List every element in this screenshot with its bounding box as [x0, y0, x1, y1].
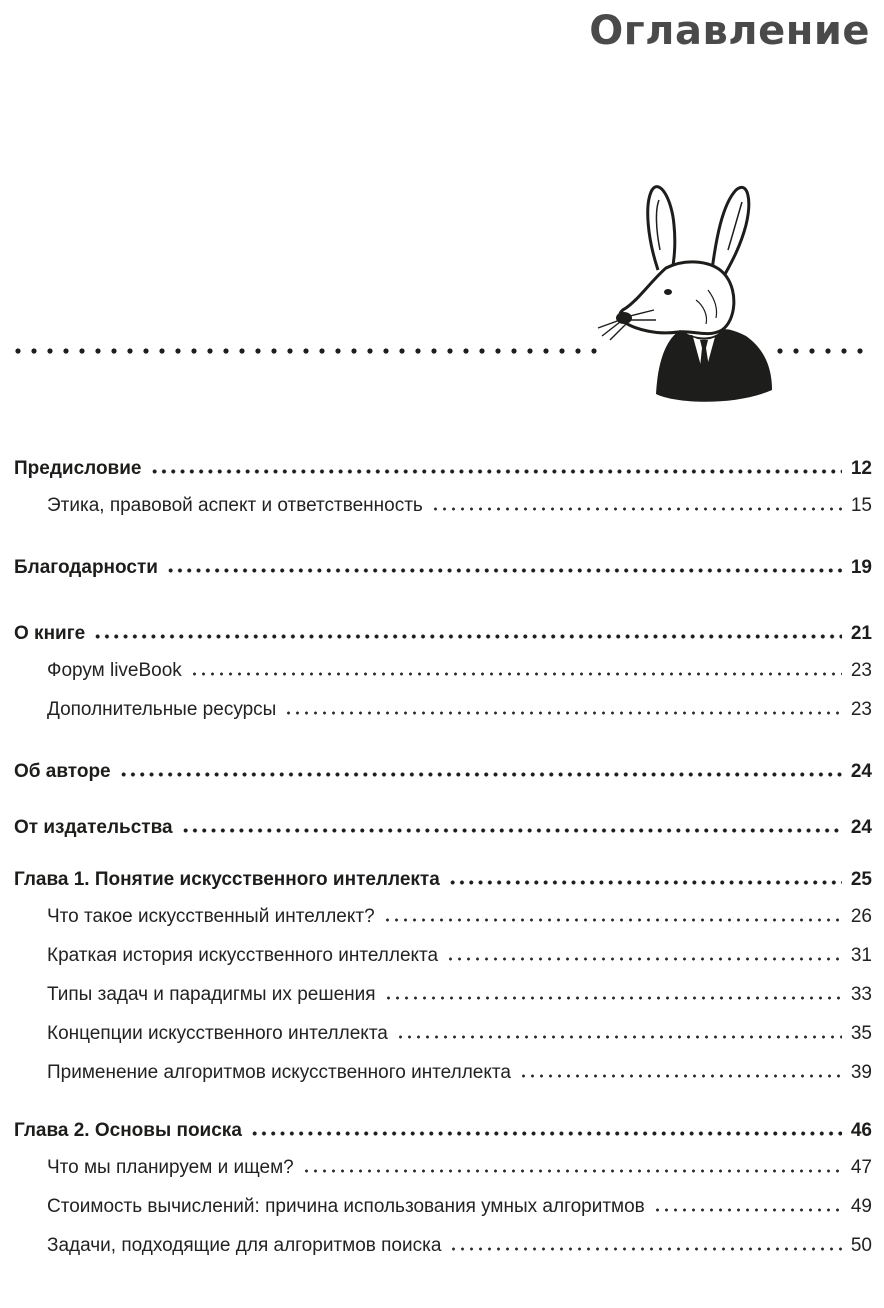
dot-leader — [384, 996, 842, 1000]
toc-entry-page: 50 — [850, 1235, 872, 1256]
toc-entry-page: 49 — [850, 1196, 872, 1217]
toc-entry-ethics[interactable] — [14, 486, 872, 525]
dot-leader — [446, 957, 842, 961]
toc-entry-acknowledgements[interactable] — [14, 551, 872, 585]
toc-entry-page: 39 — [850, 1062, 872, 1083]
toc-entry-title: Типы задач и парадигмы их решения — [47, 984, 376, 1005]
toc-entry-page: 21 — [850, 623, 872, 644]
toc-entry-title: Дополнительные ресурсы — [47, 699, 277, 720]
toc-entry-page: 47 — [850, 1157, 872, 1178]
dot-leader — [166, 568, 842, 573]
toc-entry-computation-cost[interactable] — [14, 1187, 872, 1226]
dot-leader — [448, 880, 842, 885]
toc-entry-page: 23 — [850, 699, 872, 720]
toc-entry-page: 35 — [850, 1023, 872, 1044]
toc-entry-page: 12 — [850, 458, 872, 479]
dot-leader — [431, 507, 842, 511]
rabbit-illustration — [596, 180, 776, 410]
toc-entry-title: Форум liveBook — [47, 660, 182, 681]
toc-entry-page: 26 — [850, 906, 872, 927]
toc-entry-page: 31 — [850, 945, 872, 966]
table-of-contents — [14, 452, 872, 1265]
page-title: Оглавление — [589, 8, 870, 54]
toc-entry-ai-applications[interactable] — [14, 1053, 872, 1092]
dot-leader — [181, 828, 842, 833]
toc-entry-title: О книге — [14, 623, 86, 644]
toc-entry-about-author[interactable] — [14, 755, 872, 789]
dot-leader — [302, 1169, 842, 1173]
toc-entry-title: Краткая история искусственного интеллекта — [47, 945, 439, 966]
dot-leader — [383, 918, 842, 922]
toc-entry-task-types[interactable] — [14, 975, 872, 1014]
toc-entry-title: Этика, правовой аспект и ответственность — [47, 495, 423, 516]
dot-leader — [519, 1074, 842, 1078]
dot-leader — [250, 1131, 842, 1136]
toc-entry-title: Стоимость вычислений: причина использования умных алгоритмов — [47, 1196, 645, 1217]
dot-leader — [449, 1247, 842, 1251]
dot-leader — [190, 672, 842, 676]
toc-entry-title: Предисловие — [14, 458, 142, 479]
dot-leader — [93, 634, 842, 639]
toc-entry-page: 33 — [850, 984, 872, 1005]
toc-entry-page: 19 — [850, 557, 872, 578]
dot-leader — [150, 469, 843, 474]
toc-entry-title: От издательства — [14, 817, 173, 838]
toc-entry-title: Об авторе — [14, 761, 111, 782]
toc-entry-title: Концепции искусственного интеллекта — [47, 1023, 388, 1044]
toc-entry-page: 46 — [850, 1120, 872, 1141]
dot-leader — [653, 1208, 842, 1212]
toc-entry-about-book[interactable] — [14, 617, 872, 651]
toc-entry-chapter-1[interactable] — [14, 863, 872, 897]
toc-entry-page: 24 — [850, 817, 872, 838]
toc-entry-resources[interactable] — [14, 690, 872, 729]
toc-entry-publisher[interactable] — [14, 811, 872, 845]
toc-entry-title: Задачи, подходящие для алгоритмов поиска — [47, 1235, 442, 1256]
toc-entry-title: Глава 2. Основы поиска — [14, 1120, 242, 1141]
toc-entry-title: Что такое искусственный интеллект? — [47, 906, 375, 927]
toc-entry-title: Благодарности — [14, 557, 158, 578]
toc-entry-page: 24 — [850, 761, 872, 782]
toc-entry-page: 15 — [850, 495, 872, 516]
toc-entry-chapter-2[interactable] — [14, 1114, 872, 1148]
toc-entry-ai-history[interactable] — [14, 936, 872, 975]
dot-leader — [119, 772, 842, 777]
toc-entry-title: Применение алгоритмов искусственного интеллекта — [47, 1062, 511, 1083]
toc-entry-planning-search[interactable] — [14, 1148, 872, 1187]
toc-entry-forum[interactable] — [14, 651, 872, 690]
toc-entry-ai-concepts[interactable] — [14, 1014, 872, 1053]
toc-entry-search-tasks[interactable] — [14, 1226, 872, 1265]
toc-entry-what-is-ai[interactable] — [14, 897, 872, 936]
toc-entry-page: 23 — [850, 660, 872, 681]
toc-entry-preface[interactable] — [14, 452, 872, 486]
dot-leader — [396, 1035, 842, 1039]
toc-entry-title: Что мы планируем и ищем? — [47, 1157, 294, 1178]
dot-leader — [284, 711, 842, 715]
toc-entry-page: 25 — [850, 869, 872, 890]
toc-entry-title: Глава 1. Понятие искусственного интеллекта — [14, 869, 440, 890]
